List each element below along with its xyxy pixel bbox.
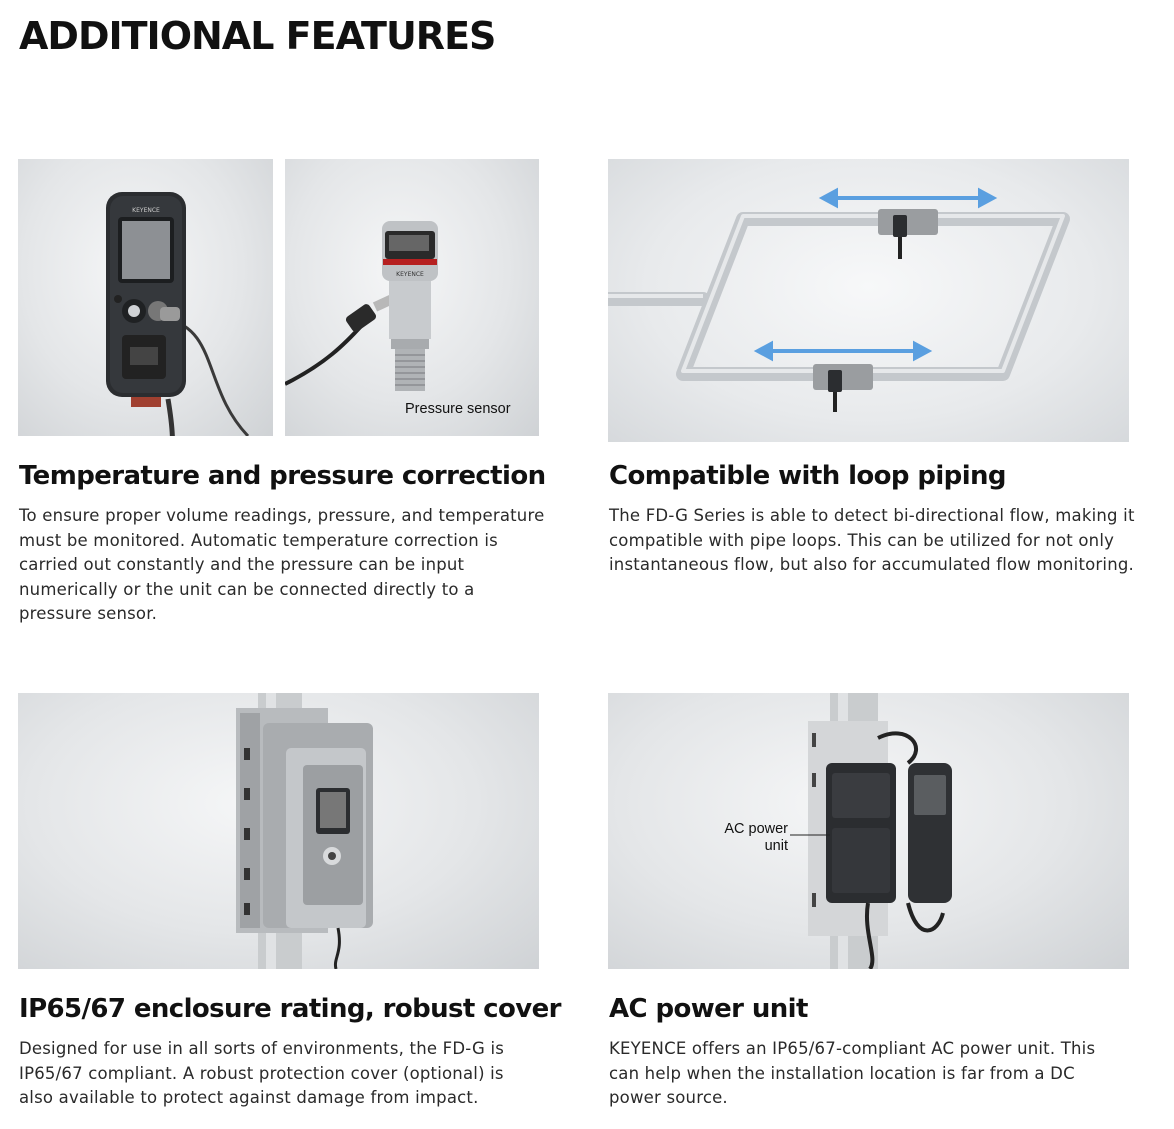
feature-desc-ac-power-unit: KEYENCE offers an IP65/67-compliant AC power unit. This can help when the installation location is far from a DC power source. [609,1039,1096,1108]
feature-desc-temperature-pressure: To ensure proper volume readings, pressure, and temperature must be monitored. Automatic temperature correction is carried out constantly and the pressure can be input numerically or the unit can be connected directly to a pressure sensor. [19,506,545,624]
ac-power-unit-image [608,693,1129,969]
protective-cover-image [18,693,539,969]
feature-title-loop-piping: Compatible with loop piping [609,461,1006,491]
svg-text:KEYENCE: KEYENCE [396,271,424,278]
ac-power-unit-caption: AC power unit [724,821,788,854]
page-title: ADDITIONAL FEATURES [19,14,496,58]
feature-title-temperature-pressure: Temperature and pressure correction [19,461,546,491]
controller-image [18,159,273,436]
feature-title-ac-power-unit: AC power unit [609,994,808,1024]
pressure-sensor-caption: Pressure sensor [405,401,511,417]
device-logo: KEYENCE [132,207,160,214]
pressure-sensor-image [285,159,539,436]
feature-desc-loop-piping: The FD-G Series is able to detect bi-directional flow, making it compatible with pipe loops. This can be utilized for not only instantaneous flow, but also for accumulated flow monitoring. [609,506,1135,575]
loop-piping-image [608,159,1129,442]
feature-desc-enclosure-rating: Designed for use in all sorts of environments, the FD-G is IP65/67 compliant. A robust protection cover (optional) is also available to protect against damage from impact. [19,1039,505,1108]
feature-title-enclosure-rating: IP65/67 enclosure rating, robust cover [19,994,561,1024]
